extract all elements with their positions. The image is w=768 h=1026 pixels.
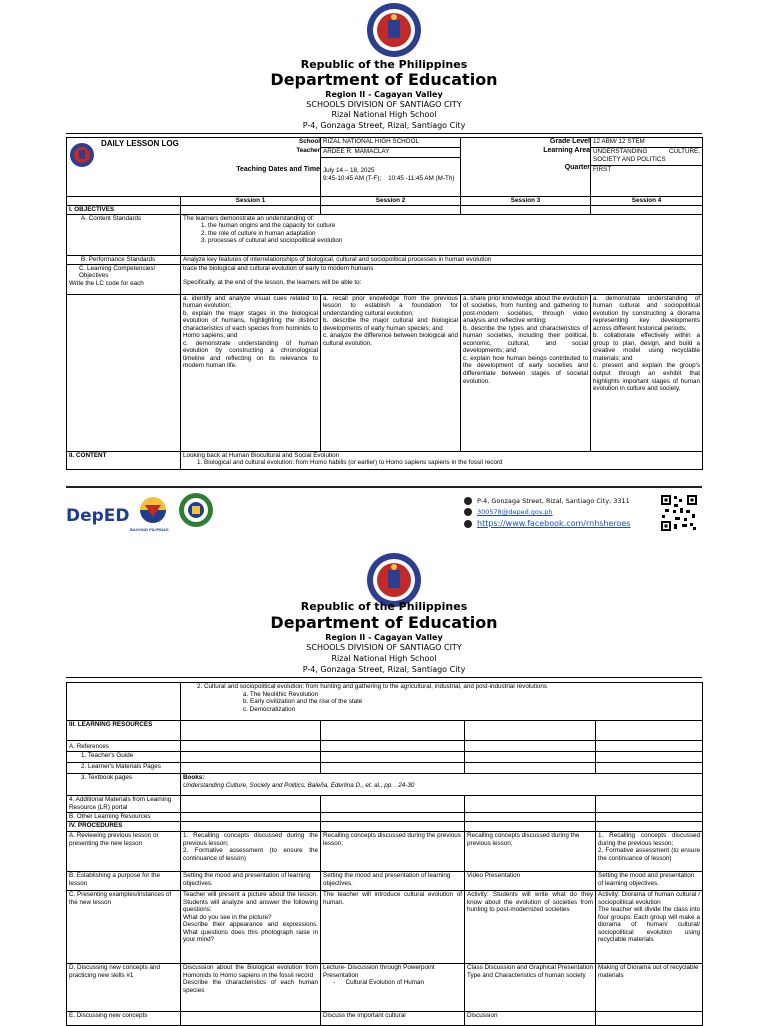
header-divider — [66, 133, 702, 134]
books-label: Books: — [183, 774, 205, 781]
procedure-text: Teacher will present a picture about the lesson. Students will analyze and answer the following questions: — [183, 891, 318, 914]
procedure-c-label: C. Presenting examples/instances of the new lesson — [67, 891, 181, 964]
bagong-pilipinas-text: BAGONG PILIPINAS — [130, 527, 169, 532]
teachers-guide-row — [67, 752, 703, 763]
content-line: 1. Biological and cultural evolution: from Homo habilis (or earlier) to Homo sapiens sapiens in the fossil record — [197, 459, 503, 467]
session-3-objectives — [461, 294, 591, 451]
session-4-header: Session 4 — [591, 197, 703, 206]
dates-value: July 14 – 18, 2025 — [323, 167, 375, 174]
quarter-label: Quarter — [564, 164, 590, 171]
procedure-text: 1. Recalling concepts discussed during the previous lesson; — [183, 832, 318, 847]
procedure-text: The teacher will divide the class into four groups. Each group will make a diorama of human/ cultural/ sociopolitical evolution using recyclable materials — [598, 906, 701, 944]
email-icon — [464, 508, 472, 516]
content-row — [67, 451, 703, 469]
performance-standards-label: B. Performance Standards — [67, 255, 181, 264]
session-2-objectives — [321, 294, 461, 451]
performance-standards-row — [67, 255, 703, 264]
procedure-d-label: D. Discussing new concepts and practicing new skills #1 — [67, 964, 181, 1012]
other-resources-row — [67, 813, 703, 822]
bagong-pilipinas-logo-icon — [133, 495, 173, 529]
procedure-a-session-2: Recalling concepts discussed during the previous lesson; — [321, 832, 465, 872]
procedure-text: What do you see in the picture? — [183, 913, 272, 921]
content-standards-label: A. Content Standards — [67, 214, 181, 255]
procedure-text: Discussion about the Biological evolution from Homonids to Homo sapiens in the fossil record — [183, 964, 318, 979]
log-labels-right-cell — [461, 138, 591, 197]
resources-heading-row — [67, 721, 703, 741]
email-link[interactable]: 300578@deped.gov.ph — [477, 508, 553, 516]
references-label: A. References — [67, 741, 181, 752]
location-pin-icon — [464, 497, 472, 505]
grade-value: 12 ABM/ 12 STEM — [591, 138, 702, 148]
competencies-row — [67, 264, 703, 294]
objective-item: c. present and explain the group's output through an exhibit that highlights important stages of human evolution in culture and society. — [593, 362, 700, 393]
performance-standards-value: Analyze key features of interrelationships of biological, cultural and sociopolitical processes in human evolution — [181, 255, 703, 264]
procedure-text: Type and Characteristics of human society — [467, 971, 586, 979]
session-3-header: Session 3 — [461, 197, 591, 206]
references-row — [67, 741, 703, 752]
objectives-heading-row — [67, 206, 703, 215]
procedure-c-session-3: Activity: Students will write what do they know about the evolution of societies from hunting to post-modernized societies — [465, 891, 596, 964]
log-title-cell — [67, 138, 181, 197]
learners-materials-label: 2. Learner's Materials Pages — [67, 763, 181, 774]
school-seal-icon — [178, 492, 214, 528]
deped-logo — [66, 506, 130, 526]
procedure-d-row — [67, 964, 703, 1012]
procedure-b-label: B. Establishing a purpose for the lesson — [67, 872, 181, 891]
objectives-heading: I. OBJECTIVES — [67, 206, 181, 215]
republic-line: Republic of the Philippines — [300, 58, 468, 71]
objective-item: a. demonstrate understanding of human cultural and sociopolitical evolution by constructing a diorama representing key developments across different historical periods; — [593, 294, 700, 332]
area-label: Learning Area — [543, 147, 590, 154]
textbook-label: 3. Textbook pages — [67, 774, 181, 796]
log-values-cell — [321, 138, 461, 197]
deped-seal-small-icon — [69, 142, 95, 168]
additional-materials-row — [67, 796, 703, 813]
competencies-label: C. Learning Competencies/ Objectives — [79, 264, 156, 280]
school-value: RIZAL NATIONAL HIGH SCHOOL — [321, 138, 460, 148]
address-line: P-4, Gonzaga Street, Rizal, Santiago City — [302, 665, 466, 674]
region-line: Region II - Cagayan Valley — [325, 633, 443, 642]
procedure-b-row — [67, 872, 703, 891]
content-sub-item: a. The Neolithic Revolution — [243, 690, 319, 698]
procedure-a-label: A. Reviewing previous lesson or presenting the new lesson — [67, 832, 181, 872]
procedure-b-session-1: Setting the mood and presentation of learning objectives. — [181, 872, 321, 891]
other-resources-label: B. Other Learning Resources — [67, 813, 181, 822]
procedure-text: Activity: Diorama of human cultural / sociopolitical evolution — [598, 891, 701, 906]
procedure-c-row — [67, 891, 703, 964]
division-line: SCHOOLS DIVISION OF SANTIAGO CITY — [306, 100, 462, 109]
procedure-d-session-2 — [321, 964, 465, 1012]
footer-divider — [66, 486, 702, 488]
objective-item: a. recall prior knowledge from the previous lesson to establish a foundation for understanding cultural evolution; — [323, 294, 458, 317]
procedure-e-session-3: Discussion — [465, 1012, 596, 1026]
division-line: SCHOOLS DIVISION OF SANTIAGO CITY — [306, 643, 462, 652]
lesson-log-table — [66, 137, 703, 470]
content-standards-row — [67, 214, 703, 255]
procedure-text: Lecture- Discussion through Powerpoint Presentation — [323, 964, 435, 979]
objective-item: b. collaborate effectively within a group to plan, design, and build a creative model using recyclable materials; and — [593, 332, 700, 362]
procedure-a-session-3: Recalling concepts discussed during the previous lesson; — [465, 832, 596, 872]
footer-facebook[interactable] — [464, 519, 631, 528]
procedure-text: Describe the characteristics of each human species — [183, 979, 318, 994]
content-cell — [181, 451, 703, 469]
objective-item: c. explain how human beings contributed to the development of early societies and differentiate between stages of societal evolution. — [463, 354, 588, 385]
content-standard-item: 1. the human origins and the capacity for culture — [201, 222, 336, 230]
content-continued-cell — [181, 683, 703, 721]
procedure-text: 2. Formative assessment (to ensure the continuance of lesson) — [183, 847, 318, 862]
footer-email[interactable] — [464, 508, 553, 516]
procedure-a-session-1 — [181, 832, 321, 872]
session-2-header: Session 2 — [321, 197, 461, 206]
procedure-text: - Cultural Evolution of Human — [333, 979, 424, 987]
page-footer — [0, 484, 768, 540]
log-values-right-cell — [591, 138, 703, 197]
objective-item: a. share prior knowledge about the evolution of societies, from hunting and gathering to post-modern societies, through video analysis and reflective writing; — [463, 294, 588, 325]
procedure-d-session-1 — [181, 964, 321, 1012]
content-line: Looking back at Human Biocultural and Social Evolution — [183, 451, 340, 459]
session-1-header: Session 1 — [181, 197, 321, 206]
page-two — [0, 544, 768, 1024]
content-standards-cell — [181, 214, 703, 255]
competencies-code-note: Write the LC code for each — [69, 279, 144, 287]
procedure-b-session-3: Video Presentation — [465, 872, 596, 891]
session-1-objectives — [181, 294, 321, 451]
content-sub-item: b. Early civilization and the rise of the state — [243, 698, 363, 706]
objective-item: b. describe the types and characteristics of human societies, including their political, economic, cultural, and social developments; and — [463, 324, 588, 355]
procedure-text: 2. Formative assessment (to ensure the continuance of lesson) — [598, 847, 701, 862]
area-value: UNDERSTANDING CULTURE, SOCIETY AND POLITICS — [591, 148, 702, 166]
page-one — [0, 0, 768, 480]
footer-address-text: P-4, Gonzaga Street, Rizal, Santiago City, 3311 — [477, 497, 630, 505]
procedure-text: Class Discussion and Graphical Presentation — [467, 964, 593, 971]
facebook-link[interactable]: https://www.facebook.com/rnhsheroes — [477, 519, 631, 528]
teachers-guide-label: 1. Teacher's Guide — [67, 752, 181, 763]
competencies-cell — [181, 264, 703, 294]
procedure-e-label: E. Discussing new concepts — [67, 1012, 181, 1026]
procedure-c-session-1 — [181, 891, 321, 964]
facebook-icon — [464, 520, 472, 528]
school-line: Rizal National High School — [331, 110, 437, 119]
procedures-heading-row — [67, 822, 703, 832]
objective-item: b. describe the major cultural and biological developments of early human species; and — [323, 317, 458, 332]
resources-heading: III. LEARNING RESOURCES — [67, 721, 181, 741]
objective-item: c. demonstrate understanding of human evolution by constructing a chronological timeline and reflecting on its relevance to modern human life. — [183, 339, 318, 370]
learners-materials-row — [67, 763, 703, 774]
qr-code-icon — [660, 494, 698, 532]
textbook-cell — [181, 774, 703, 796]
department-title: Department of Education — [270, 70, 498, 89]
procedure-text: Describe their appearance and expressions. What questions does this photograph raise in your mind? — [183, 921, 318, 944]
teacher-value: ARDEE R. MAMACLAY — [321, 148, 460, 158]
school-label: School — [299, 138, 320, 145]
log-labels-cell — [181, 138, 321, 197]
session-4-objectives — [591, 294, 703, 451]
procedure-e-row — [67, 1012, 703, 1026]
quarter-value: FIRST — [593, 166, 612, 173]
procedure-a-row — [67, 832, 703, 872]
header-divider — [66, 677, 702, 678]
content-standards-intro: The learners demonstrate an understanding of: — [183, 214, 315, 222]
dates-label: Teaching Dates and Time — [236, 166, 320, 173]
deped-logo-text: DepED — [66, 506, 130, 526]
procedure-c-session-2: The teacher will introduce cultural evolution of human. — [321, 891, 465, 964]
school-line: Rizal National High School — [331, 654, 437, 663]
log-title: DAILY LESSON LOG — [101, 139, 179, 148]
footer-address — [464, 497, 630, 505]
content-continued-row — [67, 683, 703, 721]
competencies-value: trace the biological and cultural evolution of early to modern humans — [183, 264, 374, 272]
content-sub-item: c. Democratization — [243, 705, 296, 713]
textbook-row — [67, 774, 703, 796]
procedure-b-session-2: Setting the mood and presentation of learning objectives. — [321, 872, 465, 891]
procedures-heading: IV. PROCEDURES — [67, 822, 181, 832]
procedure-d-session-3 — [465, 964, 596, 1012]
address-line: P-4, Gonzaga Street, Rizal, Santiago City — [302, 121, 466, 130]
objective-item: b. explain the major stages in the biological evolution of humans, highlighting the distinct characteristics of each species from hominids to Homo sapiens; and — [183, 309, 318, 340]
procedure-d-session-4: Making of Diorama out of recyclable materials — [596, 964, 703, 1012]
procedure-b-session-4: Setting the mood and presentation of learning objectives. — [596, 872, 703, 891]
deped-seal-icon — [366, 2, 422, 58]
session-header-row — [67, 197, 703, 206]
region-line: Region II - Cagayan Valley — [325, 90, 443, 99]
teacher-label: Teacher — [296, 147, 320, 154]
additional-materials-label: 4. Additional Materials from Learning Resource (LR) portal — [67, 796, 181, 813]
department-title: Department of Education — [270, 613, 498, 632]
procedure-c-session-4 — [596, 891, 703, 964]
books-value: Understanding Culture, Society and Politics, Baleña, Ederlina D., et. al., pp. . 24-30 — [183, 781, 415, 789]
time-value: 9:45-10:45 AM (T-F); 10:45 -11:45 AM (M-Th) — [323, 174, 455, 182]
competencies-label-cell — [67, 264, 181, 294]
specifically-line: Specifically, at the end of the lesson, the learners will be able to: — [183, 279, 362, 287]
content-line: 2. Cultural and sociopolitical evolution: from hunting and gathering to the agricultural, industrial, and post-industrial revolutions — [197, 683, 548, 690]
objective-item: c. analyze the difference between biological and cultural evolution. — [323, 332, 458, 347]
republic-line: Republic of the Philippines — [300, 600, 468, 613]
content-standard-item: 3. processes of cultural and sociopolitical evolution — [201, 237, 343, 245]
content-standard-item: 2. the role of culture in human adaptation — [201, 229, 316, 237]
content-heading: II. CONTENT — [67, 451, 181, 469]
grade-label: Grade Level — [549, 138, 590, 145]
procedure-text: 1. Recalling concepts discussed during the previous lesson; — [598, 832, 701, 847]
objective-item: a. identify and analyze visual cues related to human evolution; — [183, 294, 318, 310]
procedure-a-session-4 — [596, 832, 703, 872]
lesson-log-table-continued — [66, 682, 703, 1026]
log-info-row — [67, 138, 703, 197]
procedure-e-session-2: Discuss the important cultural — [321, 1012, 465, 1026]
specific-objectives-row — [67, 294, 703, 451]
